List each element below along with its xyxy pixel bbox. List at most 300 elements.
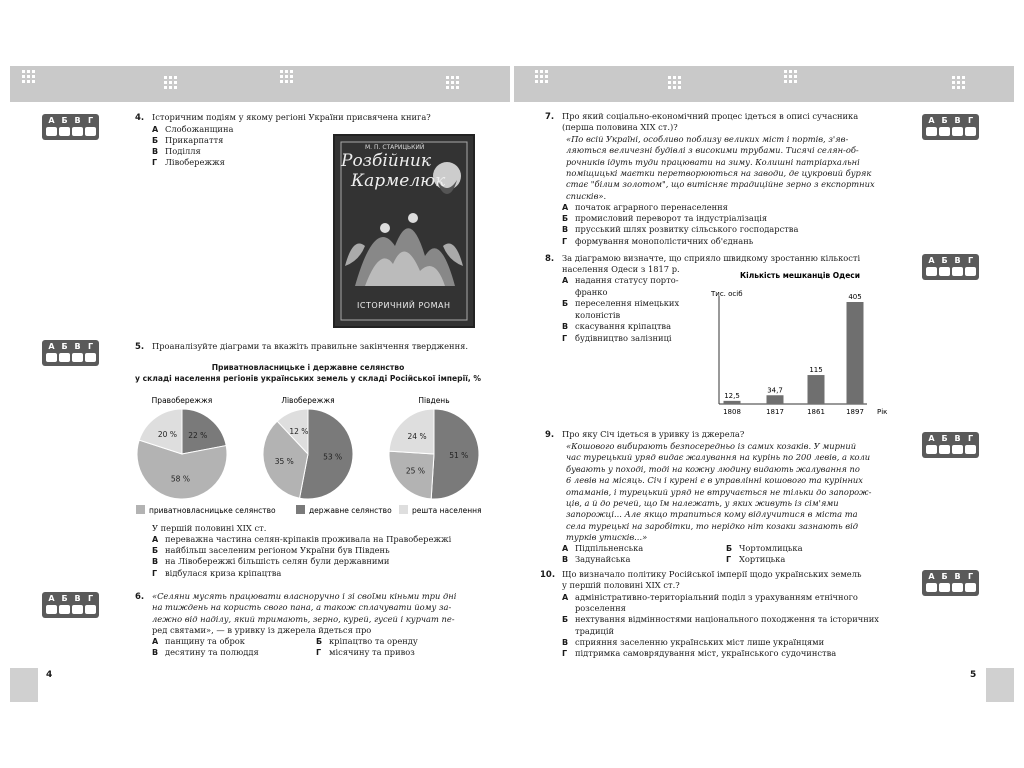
bar — [724, 401, 741, 404]
bar — [767, 395, 784, 404]
header-dot — [678, 81, 681, 84]
book-title-line2: Кармелюк — [351, 171, 446, 191]
answer-checkbox[interactable] — [939, 583, 950, 592]
option-letter: А — [152, 637, 159, 646]
option-letter: А — [562, 276, 569, 285]
option-3[interactable] — [152, 568, 281, 579]
header-dot — [540, 70, 543, 73]
header-dot — [446, 81, 449, 84]
option-text: Хортицька — [739, 554, 786, 565]
option-0[interactable] — [152, 124, 233, 135]
page-corner-left — [10, 668, 38, 702]
question-9-text: Про яку Січ ідеться в уривку із джерела? — [562, 429, 745, 439]
question-number-7: 7. — [545, 112, 555, 122]
header-dot — [673, 81, 676, 84]
answer-letter: Г — [87, 342, 94, 351]
option-text: переселення німецьких — [575, 298, 680, 308]
answer-grid-q10[interactable] — [922, 570, 979, 596]
answer-letter: В — [954, 256, 961, 265]
header-dot — [27, 80, 30, 83]
page-corner-right — [986, 668, 1014, 702]
bar — [808, 375, 825, 404]
answer-checkbox[interactable] — [952, 583, 963, 592]
header-dot — [962, 81, 965, 84]
answer-grid-q8[interactable] — [922, 254, 979, 280]
header-dot — [545, 70, 548, 73]
option-text: скасування кріпацтва — [575, 321, 672, 331]
header-dot — [169, 76, 172, 79]
question-7-text-line2: (перша половина XIX ст.)? — [562, 122, 678, 132]
header-dot — [164, 86, 167, 89]
header-dot — [280, 75, 283, 78]
option-letter: Б — [152, 136, 159, 145]
option-text: Прикарпаття — [165, 135, 224, 145]
option-text: Задунайська — [575, 554, 631, 565]
answer-checkbox[interactable] — [46, 353, 57, 362]
option-3[interactable] — [152, 157, 225, 168]
option-1[interactable] — [562, 298, 679, 309]
header-dot — [285, 80, 288, 83]
header-dot — [952, 86, 955, 89]
header-dot — [451, 81, 454, 84]
option-letter: Б — [316, 637, 323, 646]
option-2[interactable] — [152, 556, 389, 567]
option-text: переважна частина селян-кріпаків проживала на Правобережжі — [165, 534, 452, 544]
option-0[interactable] — [562, 202, 728, 213]
option-letter: Г — [152, 568, 158, 578]
question-number-6: 6. — [135, 592, 145, 602]
question-10-text-line2: у першій половині XIX ст.? — [562, 580, 680, 590]
pie-slice-label: 51 % — [449, 450, 469, 460]
answer-checkbox[interactable] — [59, 127, 70, 136]
question-9-quote-line: час турецький уряд видає жалування на курінь по 200 левів, а коли — [566, 452, 871, 463]
header-dot — [957, 81, 960, 84]
answer-checkbox[interactable] — [85, 127, 96, 136]
answer-checkbox[interactable] — [59, 605, 70, 614]
header-dot — [164, 81, 167, 84]
question-7-quote-line: поміщицькі маєтки перетворюються на заводи, де цукровий буряк — [566, 167, 872, 178]
option-text-cont: традицій — [575, 625, 615, 636]
option-text: формування монополістичних об'єднань — [575, 235, 754, 246]
header-dot — [22, 75, 25, 78]
answer-letter: А — [928, 434, 935, 443]
option-1[interactable] — [152, 545, 390, 556]
option-letter: В — [152, 147, 159, 156]
header-dot — [280, 80, 283, 83]
answer-checkbox[interactable] — [952, 267, 963, 276]
pie-slice-label: 20 % — [157, 429, 177, 439]
answer-checkbox[interactable] — [46, 605, 57, 614]
header-dot — [784, 75, 787, 78]
answer-letter: А — [928, 116, 935, 125]
option-text: місячину та привоз — [329, 647, 415, 658]
option-0[interactable] — [562, 275, 679, 286]
question-5-text: Проаналізуйте діаграми та вкажіть правильне закінчення твердження. — [152, 341, 468, 351]
header-dot — [22, 80, 25, 83]
question-9-quote-line: «Кошового вибирають безпосередньо із самих козаків. У мирний — [566, 441, 857, 451]
header-dot — [535, 70, 538, 73]
header-dot — [169, 86, 172, 89]
header-dot — [962, 76, 965, 79]
option-text: Лівобережжя — [165, 157, 225, 167]
answer-checkbox[interactable] — [72, 353, 83, 362]
question-7-quote-line: списків». — [566, 190, 607, 201]
answer-checkbox[interactable] — [85, 353, 96, 362]
option-1[interactable] — [152, 135, 223, 146]
answer-checkbox[interactable] — [46, 127, 57, 136]
header-dot — [789, 75, 792, 78]
answer-letter: Б — [941, 572, 948, 581]
option-letter: В — [562, 637, 569, 647]
option-3[interactable] — [726, 554, 785, 565]
option-text-cont: розселення — [575, 603, 626, 614]
answer-letter: Б — [941, 434, 948, 443]
header-dot — [668, 76, 671, 79]
header-dot — [540, 80, 543, 83]
answer-letter: Г — [967, 572, 974, 581]
option-text: будівництво залізниці — [575, 332, 672, 343]
pie-title: Південь — [418, 396, 450, 405]
question-9-quote-line: ців, а й до речей, що їм належать, у яких живуть із сім'ями — [566, 498, 839, 508]
header-dot — [446, 76, 449, 79]
option-0[interactable] — [152, 534, 451, 545]
option-0[interactable] — [562, 543, 643, 554]
header-dot — [957, 76, 960, 79]
answer-letter: Г — [87, 116, 94, 125]
option-1[interactable] — [726, 543, 803, 554]
option-letter: А — [562, 203, 569, 212]
answer-checkbox[interactable] — [952, 445, 963, 454]
header-dot — [545, 80, 548, 83]
header-dot — [962, 86, 965, 89]
answer-grid-q9[interactable] — [922, 432, 979, 458]
answer-letter: Б — [61, 116, 68, 125]
header-dot — [169, 81, 172, 84]
header-dot — [32, 80, 35, 83]
question-7-text-line1: Про який соціально-економічний процес ідеться в описі сучасника — [562, 111, 859, 121]
header-dot — [784, 70, 787, 73]
pie-slice-label: 35 % — [274, 456, 294, 466]
option-text: нехтування відмінностями національного походження та історичних — [575, 614, 879, 625]
header-dot — [794, 80, 797, 83]
option-text: підтримка самоврядування міст, українського судочинства — [575, 648, 837, 658]
option-text: початок аграрного перенаселення — [575, 202, 728, 212]
header-band-right — [514, 66, 1014, 102]
option-letter: Г — [152, 158, 158, 167]
bar-chart-ylabel: Тис. осіб — [711, 290, 743, 298]
option-letter: Б — [562, 214, 569, 224]
bar-value-label: 34,7 — [767, 386, 783, 395]
header-dot — [290, 70, 293, 73]
answer-letter: В — [954, 434, 961, 443]
bar-category-label: 1861 — [807, 408, 825, 416]
header-dot — [280, 70, 283, 73]
header-dot — [789, 70, 792, 73]
answer-letter: Б — [941, 256, 948, 265]
question-9-quote-line: турків утисків...» — [566, 532, 648, 543]
answer-letter: А — [48, 342, 55, 351]
header-dot — [174, 86, 177, 89]
bar-value-label: 115 — [809, 366, 823, 375]
answer-checkbox[interactable] — [965, 583, 976, 592]
option-letter: Г — [726, 555, 732, 565]
pie-slice-label: 12 % — [289, 426, 309, 436]
option-2[interactable] — [562, 554, 630, 565]
question-6-line: на тиждень на користь свого пана, а також сплачувати йому за- — [152, 602, 452, 613]
header-dot — [290, 75, 293, 78]
option-letter: А — [152, 125, 159, 134]
answer-checkbox[interactable] — [85, 605, 96, 614]
header-dot — [164, 76, 167, 79]
answer-grid-q7[interactable] — [922, 114, 979, 140]
answer-grid-q6[interactable] — [42, 592, 99, 618]
pie-slice-label: 53 % — [323, 452, 343, 462]
bar-category-label: 1808 — [723, 408, 741, 416]
question-number-9: 9. — [545, 430, 555, 440]
question-number-10: 10. — [540, 570, 556, 580]
option-1[interactable] — [562, 213, 767, 224]
option-text: Підпільненська — [575, 543, 644, 553]
question-9-quote-line: запорожці... Але якщо трапиться кому відлучитися в міста та — [566, 509, 858, 520]
option-0[interactable] — [152, 636, 245, 647]
option-letter: Г — [316, 648, 322, 658]
header-dot — [957, 86, 960, 89]
question-9-quote-line: бувають у поході, тоді на кожну людину видають жалування по — [566, 463, 860, 474]
option-0[interactable] — [562, 592, 858, 603]
option-3[interactable] — [316, 647, 415, 658]
header-dot — [545, 75, 548, 78]
answer-checkbox[interactable] — [926, 445, 937, 454]
header-dot — [22, 70, 25, 73]
answer-letter: А — [928, 572, 935, 581]
option-text: промисловий переворот та індустріалізація — [575, 213, 768, 224]
option-letter: Г — [562, 236, 568, 246]
option-2[interactable] — [152, 647, 259, 658]
header-dot — [451, 86, 454, 89]
bar — [847, 302, 864, 404]
header-dot — [952, 76, 955, 79]
option-text: надання статусу порто- — [575, 275, 679, 285]
question-9-quote-line: отаманів, і турецький уряд не втручається не тільки до запорож- — [566, 486, 872, 497]
option-text-cont: колоністів — [575, 309, 621, 320]
answer-checkbox[interactable] — [952, 127, 963, 136]
answer-checkbox[interactable] — [926, 583, 937, 592]
header-dot — [535, 80, 538, 83]
pie-chart-title-1: Приватновласницьке і державне селянство — [211, 363, 405, 372]
answer-letter: В — [74, 594, 81, 603]
header-dot — [678, 76, 681, 79]
option-text: прусський шлях розвитку сільського господарства — [575, 224, 799, 235]
question-6-line: лежно від наділу, який тримають, зерно, курей, гусей і курчат пе- — [152, 613, 455, 624]
option-letter: В — [562, 555, 569, 565]
option-2[interactable] — [562, 637, 824, 648]
question-6-line: ред святами», — в уривку із джерела йдеться про — [152, 624, 372, 635]
header-dot — [285, 75, 288, 78]
option-text: Слобожанщина — [165, 124, 234, 134]
bar-category-label: 1817 — [766, 408, 784, 416]
option-2[interactable] — [152, 146, 201, 157]
header-dot — [668, 86, 671, 89]
option-1[interactable] — [562, 614, 879, 625]
bar-chart-xlabel: Рік — [877, 408, 888, 416]
option-text: найбільш заселеним регіоном України був Південь — [165, 545, 390, 556]
header-dot — [673, 86, 676, 89]
bar-value-label: 405 — [848, 293, 862, 301]
legend-swatch — [136, 505, 145, 514]
option-letter: А — [562, 544, 569, 553]
answer-checkbox[interactable] — [939, 267, 950, 276]
option-text: адміністративно-територіальний поділ з урахуванням етнічного — [575, 592, 858, 602]
answer-checkbox[interactable] — [939, 127, 950, 136]
answer-letter: А — [48, 594, 55, 603]
answer-letter: Г — [967, 434, 974, 443]
question-number-4: 4. — [135, 113, 145, 123]
bar-chart-odessa — [705, 270, 895, 420]
option-letter: В — [562, 322, 569, 331]
answer-checkbox[interactable] — [965, 445, 976, 454]
answer-checkbox[interactable] — [926, 267, 937, 276]
header-dot — [174, 81, 177, 84]
option-text: відбулася криза кріпацтва — [165, 567, 282, 578]
header-dot — [174, 76, 177, 79]
pie-chart-title-2: у складі населення регіонів українських земель у складі Російської імперії, % — [135, 374, 481, 383]
question-number-8: 8. — [545, 254, 555, 264]
pie-title: Правобережжя — [151, 396, 213, 405]
option-text: десятину та полюддя — [165, 647, 259, 658]
page-number-left: 4 — [46, 670, 53, 680]
option-2[interactable] — [562, 224, 798, 235]
header-dot — [535, 75, 538, 78]
legend-swatch — [296, 505, 305, 514]
option-letter: Б — [562, 615, 569, 625]
header-dot — [668, 81, 671, 84]
header-dot — [451, 76, 454, 79]
answer-checkbox[interactable] — [939, 445, 950, 454]
option-letter: Б — [562, 299, 569, 308]
pie-slice-label: 58 % — [170, 474, 190, 484]
option-letter: Б — [152, 546, 159, 556]
pie-slice-label: 25 % — [405, 466, 425, 476]
answer-checkbox[interactable] — [926, 127, 937, 136]
option-letter: В — [562, 225, 569, 235]
header-dot — [32, 75, 35, 78]
legend-label: решта населення — [412, 506, 482, 515]
option-2[interactable] — [562, 321, 671, 332]
question-9-quote-line: села турецькі на заробітки, то нерідко ніт козаки зазнають від — [566, 520, 859, 531]
answer-letter: Б — [941, 116, 948, 125]
book-author: М. П. СТАРИЦЬКИЙ — [365, 144, 425, 151]
header-dot — [285, 70, 288, 73]
answer-checkbox[interactable] — [72, 605, 83, 614]
header-dot — [290, 80, 293, 83]
question-8-text-line1: За діаграмою визначте, що сприяло швидкому зростанню кількості — [562, 253, 861, 263]
bar-chart-title: Кількість мешканців Одеси — [740, 271, 860, 280]
book-title-line1: Розбійник — [341, 151, 432, 171]
question-8-text-line2: населення Одеси з 1817 р. — [562, 264, 680, 274]
question-number-5: 5. — [135, 342, 145, 352]
book-cover-image — [333, 134, 475, 328]
header-dot — [32, 70, 35, 73]
answer-checkbox[interactable] — [72, 127, 83, 136]
question-7-quote-line: стає "білим золотом", що витісняє традиційне зерно з експортних — [566, 179, 875, 190]
answer-letter: Б — [61, 342, 68, 351]
header-dot — [784, 80, 787, 83]
header-dot — [456, 86, 459, 89]
question-7-quote-line: ляються величезні будівлі з високими трубами. Тисячі селян-об- — [566, 145, 859, 156]
header-dot — [27, 75, 30, 78]
bar-category-label: 1897 — [846, 408, 864, 416]
header-dot — [789, 80, 792, 83]
answer-letter: В — [74, 342, 81, 351]
header-dot — [27, 70, 30, 73]
answer-letter: Г — [967, 116, 974, 125]
option-letter: Г — [562, 649, 568, 658]
answer-letter: В — [74, 116, 81, 125]
option-letter: А — [562, 593, 569, 602]
header-dot — [678, 86, 681, 89]
option-letter: Г — [562, 333, 568, 343]
option-1[interactable] — [316, 636, 418, 647]
answer-checkbox[interactable] — [965, 127, 976, 136]
question-7-quote-line: рочників ідуть туди працювати на зиму. Колишні патріархальні — [566, 156, 860, 167]
header-dot — [673, 76, 676, 79]
answer-checkbox[interactable] — [59, 353, 70, 362]
option-text-cont: франко — [575, 286, 608, 297]
option-text: Чортомлицька — [739, 543, 803, 553]
question-6-line: «Селяни мусять працювати власноручно і зі своїми кіньми три дні — [152, 591, 457, 601]
answer-letter: В — [954, 572, 961, 581]
header-band-left — [10, 66, 510, 102]
header-dot — [446, 86, 449, 89]
legend-swatch — [399, 505, 408, 514]
pie-slice-label: 22 % — [188, 430, 208, 440]
answer-checkbox[interactable] — [965, 267, 976, 276]
option-text: панщину та оброк — [165, 636, 245, 646]
answer-grid-q4[interactable] — [42, 114, 99, 140]
question-7-quote-line: «По всій Україні, особливо поблизу великих міст і портів, з'яв- — [566, 134, 849, 144]
option-letter: В — [152, 648, 159, 658]
answer-letter: Г — [967, 256, 974, 265]
pie-charts — [126, 386, 526, 526]
answer-letter: Б — [61, 594, 68, 603]
option-3[interactable] — [562, 333, 672, 344]
pie-slice-label: 24 % — [407, 431, 427, 441]
question-9-quote-line: 6 левів на місяць. Січ і курені є в управлінні кошового та курінних — [566, 475, 863, 486]
header-dot — [794, 75, 797, 78]
page-number-right: 5 — [970, 670, 977, 680]
book-subtitle: ІСТОРИЧНИЙ РОМАН — [357, 301, 451, 310]
question-10-text-line1: Що визначало політику Російської імперії щодо українських земель — [562, 569, 862, 579]
answer-letter: А — [928, 256, 935, 265]
header-dot — [456, 81, 459, 84]
legend-label: приватновласницьке селянство — [149, 506, 276, 515]
option-3[interactable] — [562, 648, 836, 659]
header-dot — [952, 81, 955, 84]
header-dot — [456, 76, 459, 79]
header-dot — [540, 75, 543, 78]
option-text: Поділля — [165, 146, 201, 156]
legend-label: державне селянство — [309, 506, 392, 515]
option-letter: А — [152, 535, 159, 544]
question-4-text: Історичним подіям у якому регіоні України присвячена книга? — [152, 112, 431, 122]
bar-value-label: 12,5 — [724, 391, 740, 400]
option-3[interactable] — [562, 236, 753, 247]
answer-letter: А — [48, 116, 55, 125]
option-letter: В — [152, 557, 159, 567]
pie-title: Лівобережжя — [281, 396, 335, 405]
option-letter: Б — [726, 544, 733, 553]
question-5-stem: У першій половині XIX ст. — [152, 523, 267, 533]
